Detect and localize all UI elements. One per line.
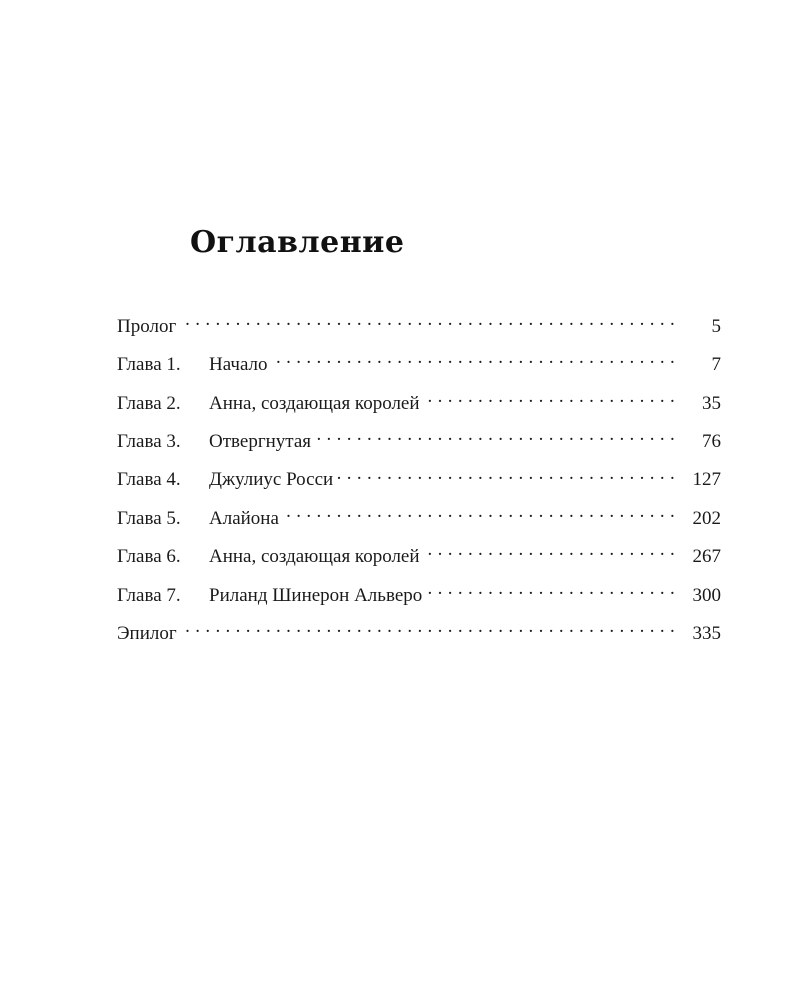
entry-chapter-label: Глава 2.	[117, 392, 181, 414]
toc-entry-chapter-2	[117, 386, 721, 424]
toc-entry-chapter-5	[117, 501, 721, 539]
dot-leader	[181, 616, 675, 639]
dot-leader	[283, 501, 675, 524]
toc-entry-chapter-4	[117, 463, 721, 501]
entry-chapter-label: Глава 6.	[117, 546, 181, 568]
entry-title: Риланд Шинерон Альверо	[209, 584, 423, 606]
toc-entry-epilogue	[117, 616, 721, 654]
dot-leader	[337, 463, 675, 486]
toc-list	[117, 309, 721, 655]
entry-page-number: 76	[702, 430, 721, 452]
toc-entry-chapter-7	[117, 578, 721, 616]
entry-title: Начало	[209, 354, 268, 376]
dot-leader	[424, 539, 675, 562]
entry-title: Пролог	[117, 315, 177, 337]
entry-title: Эпилог	[117, 622, 177, 644]
entry-chapter-label: Глава 1.	[117, 354, 181, 376]
entry-chapter-label: Глава 7.	[117, 584, 181, 606]
entry-page-number: 5	[711, 315, 721, 337]
entry-title: Джулиус Росси	[209, 469, 334, 491]
toc-entry-chapter-1	[117, 347, 721, 385]
entry-chapter-label: Глава 5.	[117, 507, 181, 529]
toc-heading: Оглавление	[190, 225, 405, 260]
entry-page-number: 35	[702, 392, 721, 414]
toc-entry-prologue	[117, 309, 721, 347]
dot-leader	[272, 347, 675, 370]
dot-leader	[315, 424, 675, 447]
entry-title: Отвергнутая	[209, 430, 311, 452]
entry-title: Анна, создающая королей	[209, 546, 420, 568]
entry-chapter-label: Глава 4.	[117, 469, 181, 491]
entry-title: Анна, создающая королей	[209, 392, 420, 414]
dot-leader	[180, 309, 675, 332]
entry-page-number: 127	[692, 469, 721, 491]
entry-page-number: 267	[692, 546, 721, 568]
toc-entry-chapter-3	[117, 424, 721, 462]
entry-page-number: 202	[692, 507, 721, 529]
entry-title: Алайона	[209, 507, 279, 529]
entry-page-number: 335	[692, 622, 721, 644]
entry-page-number: 7	[711, 354, 721, 376]
toc-entry-chapter-6	[117, 539, 721, 577]
dot-leader	[424, 386, 675, 409]
entry-page-number: 300	[692, 584, 721, 606]
entry-chapter-label: Глава 3.	[117, 430, 181, 452]
dot-leader	[426, 578, 675, 601]
